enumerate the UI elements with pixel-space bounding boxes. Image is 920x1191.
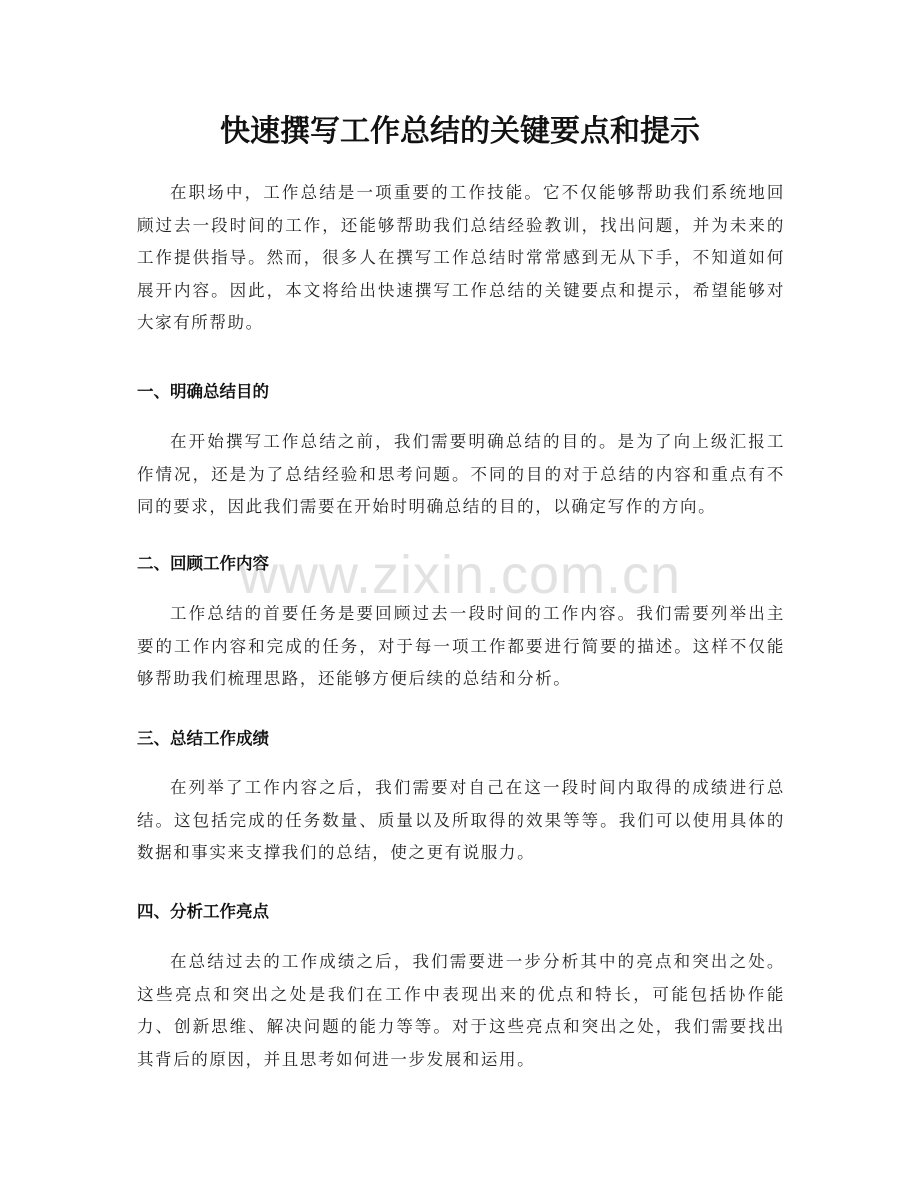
section-heading-3: 三、总结工作成绩 <box>137 729 269 748</box>
section-body-3: 在列举了工作内容之后，我们需要对自己在这一段时间内取得的成绩进行总结。这包括完成的任务数量、质量以及所取得的效果等等。我们可以使用具体的数据和事实来支撑我们的总结，使之更有说服力。 <box>137 778 785 862</box>
section-heading-2: 二、回顾工作内容 <box>137 554 269 573</box>
document-title: 快速撰写工作总结的关键要点和提示 <box>220 114 700 149</box>
section-heading-4: 四、分析工作亮点 <box>137 902 269 921</box>
watermark-text: www.zixin.com.cn <box>238 545 682 605</box>
section-body-2: 工作总结的首要任务是要回顾过去一段时间的工作内容。我们需要列举出主要的工作内容和完成的任务，对于每一项工作都要进行简要的描述。这样不仅能够帮助我们梳理思路，还能够方便后续的总结和分析。 <box>137 604 785 688</box>
section-body-1: 在开始撰写工作总结之前，我们需要明确总结的目的。是为了向上级汇报工作情况，还是为了总结经验和思考问题。不同的目的对于总结的内容和重点有不同的要求，因此我们需要在开始时明确总结的目的，以确定写作的方向。 <box>137 432 785 516</box>
section-body-4: 在总结过去的工作成绩之后，我们需要进一步分析其中的亮点和突出之处。这些亮点和突出之处是我们在工作中表现出来的优点和特长，可能包括协作能力、创新思维、解决问题的能力等等。对于这些亮点和突出之处，我们需要找出其背后的原因，并且思考如何进一步发展和运用。 <box>137 952 785 1069</box>
section-heading-1: 一、明确总结目的 <box>137 382 269 401</box>
intro-paragraph: 在职场中，工作总结是一项重要的工作技能。它不仅能够帮助我们系统地回顾过去一段时间的工作，还能够帮助我们总结经验教训，找出问题，并为未来的工作提供指导。然而，很多人在撰写工作总结时常常感到无从下手，不知道如何展开内容。因此，本文将给出快速撰写工作总结的关键要点和提示，希望能够对大家有所帮助。 <box>137 183 785 332</box>
